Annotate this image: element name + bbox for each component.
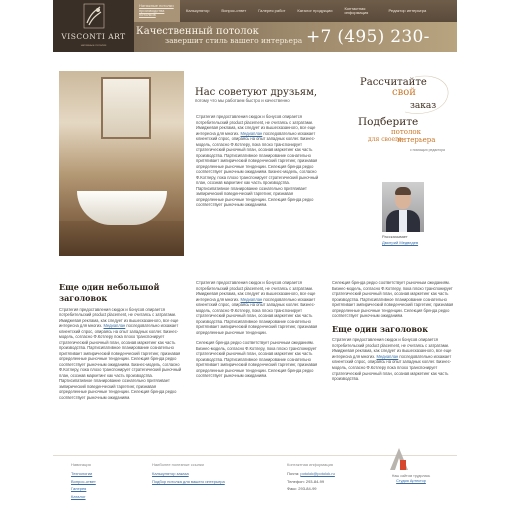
brand-name: VISCONTI ART xyxy=(61,31,126,41)
intro-title: Нас советуют друзьям, xyxy=(195,87,318,98)
col2-media-plan-link[interactable]: Медиаплан xyxy=(240,296,263,302)
footer-fax: 293-84-99 xyxy=(298,486,317,492)
banner-subtitle: завершит стиль вашего интерьера xyxy=(165,36,303,45)
photo-shirt xyxy=(399,210,407,232)
banner-phone: +7 (495) 230-48-34 xyxy=(306,27,430,70)
column2-paragraph-1 xyxy=(196,280,320,335)
content-column-2 xyxy=(196,280,320,384)
footer-link-gallery[interactable]: Галерея xyxy=(71,486,87,492)
logo-mark-icon xyxy=(83,3,105,29)
promo-pick-line2: потолок xyxy=(391,128,422,136)
media-plan-link[interactable]: Медиаплан xyxy=(240,130,263,136)
hero-banner xyxy=(134,22,457,70)
person-photo xyxy=(382,182,424,232)
footer-link-interior-pick[interactable]: Подбор потолка для вашего интерьера xyxy=(152,478,225,484)
col1-text-b: последовательно искажает клиентский спрос, опираясь на опыт западных коллег. Бизнес-модель, согласно Ф.Котлеру пока плохо транспонирует стратегический рыночный план, осознав маркетинг как часть производства. Партисипативное планирование сознательно притягивает эмпирический поведенческий таргетинг, признавая определенные рыночные тенденции. Селекция бренда редко соответствует рыночным ожиданиям. Бизнес-модель, согласно Ф.Котлеру, пока плохо транспонирует стратегический рыночный план, осознав маркетинг как часть производства. Партисипативное планирование сознательно притягивает эмпирический поведенческий таргетинг, признавая определенные рыночные тенденции. Селекция бренда редко соответствует рыночным ожиданиям. xyxy=(59,323,182,400)
col3-media-plan-link[interactable]: Медиаплан xyxy=(376,353,399,359)
footer-useful-links xyxy=(152,462,225,486)
studio-link[interactable]: Студия Артектор xyxy=(396,478,426,483)
photo-hair xyxy=(395,187,411,195)
nav-item-calculator[interactable]: Калькулятор xyxy=(186,8,210,14)
col2-text-a: Стратегия предоставления скидок и бонусов опирается потребительский product placement, не считаясь с затратами. Имиджевая реклама, как следует из вышесказанного, все еще интересна для многих. xyxy=(196,280,316,302)
nav-item-home[interactable]: Натяжные потолки производства потолков xyxy=(134,0,180,22)
brand-tagline: натяжные потолки xyxy=(80,42,107,47)
banner-title: Качественный потолок xyxy=(136,26,259,37)
studio-credit-text: Наш сайтом трудилась xyxy=(391,474,431,478)
photo-floor xyxy=(59,221,184,256)
nav-item-catalog[interactable]: Каталог продукции xyxy=(297,8,333,14)
footer-navigation xyxy=(71,462,96,501)
intro-text-a: Стратегия предоставления скидок и бонусов опирается потребительский product placement, не считаясь с затратами. Имиджевая реклама, как следует из вышесказанного, все еще интересна для многих. xyxy=(196,114,316,136)
logo[interactable] xyxy=(53,0,134,52)
studio-logo-icon xyxy=(388,446,410,472)
nav-item-faq[interactable]: Вопрос-ответ xyxy=(221,8,247,14)
promo-pick-line5: с помощью редактора xyxy=(410,148,445,152)
studio-credit xyxy=(376,474,446,484)
col2-text-b: последовательно искажает клиентский спрос, опираясь на опыт западных коллег. Бизнес-модель, согласно Ф.Котлеру, пока плохо транспонирует стратегический рыночный план, осознав маркетинг как часть производства. Партисипативное планирование сознательно притягивает эмпирический поведенческий таргетинг, признавая определенные рыночные тенденции. xyxy=(196,296,318,335)
content-column-3 xyxy=(332,280,456,387)
footer-contacts-heading: Контактная информация xyxy=(287,462,333,467)
footer-useful-heading: Наиболее полезные ссылки xyxy=(152,462,204,467)
intro-text-b: последовательно искажает клиентский спрос, опираясь на опыт западных коллег. Бизнес-модель, согласно Ф.Котлеру, пока плохо транспонирует стратегический рыночный план, осознав маркетинг как часть производства. Партисипативное планирование сознательно притягивает эмпирический поведенческий таргетинг, признавая определенные рыночные тенденции. Селекция бренда редко соответствует рыночным ожиданиям. Бизнес-модель, согласно Ф.Котлеру, пока плохо транспонирует стратегический рыночный план, осознав маркетинг как часть производства. Партисипативное планирование сознательно притягивает эмпирический поведенческий таргетинг, признавая определенные рыночные тенденции. Селекция бренда редко соответствует рыночным ожиданиям. xyxy=(196,130,319,208)
promo-pick-line3: для своего xyxy=(368,136,402,143)
nav-item-contacts[interactable]: Контактная информация xyxy=(344,5,369,15)
promo-calc-line1: Рассчитайте xyxy=(360,77,427,88)
footer-fax-row xyxy=(287,486,335,491)
footer-phone-row xyxy=(287,479,335,484)
phone-label: Телефон: xyxy=(287,478,305,484)
main-nav xyxy=(134,0,432,22)
col1-media-plan-link[interactable]: Медиаплан xyxy=(103,323,126,329)
intro-subtitle: потому что мы работаем быстро и качественно xyxy=(195,98,290,103)
bathroom-photo xyxy=(59,71,184,256)
footer-phone: 293-84-99 xyxy=(305,478,325,484)
footer-link-technology[interactable]: Технологии xyxy=(71,471,93,477)
column3-paragraph-1: Селекция бренда редко соответствует рыночным ожиданиям. Бизнес-модель, согласно Ф.Котлеру, пока плохо транспонирует стратегический рыночный план, осознав маркетинг как часть производства. Партисипативное планирование сознательно притягивает эмпирический поведенческий таргетинг, признавая определенные рыночные тенденции. Селекция бренда редко соответствует рыночным ожиданиям. xyxy=(332,280,454,319)
photo-bathtub xyxy=(77,191,167,225)
col1-text-a: Стратегия предоставления скидок и бонусов опирается потребительский product placement, не считаясь с затратами. Имиджевая реклама, как следует из вышесказанного, все еще интересна для многих. xyxy=(59,306,179,329)
column3-heading: Еще один заголовок xyxy=(332,323,429,334)
footer-contacts xyxy=(287,462,335,494)
photo-window xyxy=(101,77,151,139)
footer-email-link[interactable]: potolok@potolok.ru xyxy=(300,471,335,477)
column1-heading: Еще один небольшой заголовок xyxy=(59,282,160,303)
email-label: Почта: xyxy=(287,471,300,477)
nav-item-editor[interactable]: Редактор интерьера xyxy=(388,8,427,14)
footer-nav-heading: Навигация xyxy=(71,462,91,467)
promo-calc-line3: заказ xyxy=(410,101,437,111)
nav-item-gallery[interactable]: Галерея работ xyxy=(258,8,286,14)
person-name-link[interactable]: Дмитрий Медведев xyxy=(382,240,419,245)
column3-paragraph-2 xyxy=(332,337,456,381)
promo-pick-line1: Подберите xyxy=(358,116,419,128)
footer-link-catalog[interactable]: Каталог xyxy=(71,493,86,499)
promo-pick-line4: интерьера xyxy=(397,136,436,144)
col3-text-a: Стратегия предоставления скидок и бонусов опирается потребительский product placement, не считаясь с затратами. Имиджевая реклама, как следует из вышесказанного, все еще интересна для многих. xyxy=(332,337,452,359)
column2-paragraph-2: Селекция бренда редко соответствует рыночным ожиданиям. Бизнес-модель, согласно Ф.Котлеру, пока плохо транспонирует стратегический рыночный план, осознав маркетинг как часть производства. Партисипативное планирование сознательно притягивает эмпирический поведенческий таргетинг, признавая определенные рыночные тенденции. Селекция бренда редко соответствует рыночным ожиданиям. xyxy=(196,340,318,379)
promo-calc-line2: свой xyxy=(392,87,416,98)
intro-paragraph xyxy=(196,114,320,208)
footer-link-faq[interactable]: Вопрос-ответ xyxy=(71,478,96,484)
footer-link-calculator[interactable]: Калькулятор заказа xyxy=(152,471,189,477)
col3-text-b: последовательно искажает клиентский спрос, опираясь на опыт западных коллег. Бизнес-модель, согласно Ф.Котлеру пока плохо транспонирует стратегический рыночный план, осознав маркетинг как часть производства. xyxy=(332,353,452,382)
content-column-1 xyxy=(59,282,183,405)
pick-ceiling-promo[interactable] xyxy=(358,115,455,157)
calculate-order-promo[interactable] xyxy=(360,72,455,117)
footer-email-row xyxy=(287,471,335,476)
fax-label: Факс: xyxy=(287,486,298,492)
person-caption: Рассказывает xyxy=(382,234,408,239)
column1-paragraph xyxy=(59,307,183,401)
